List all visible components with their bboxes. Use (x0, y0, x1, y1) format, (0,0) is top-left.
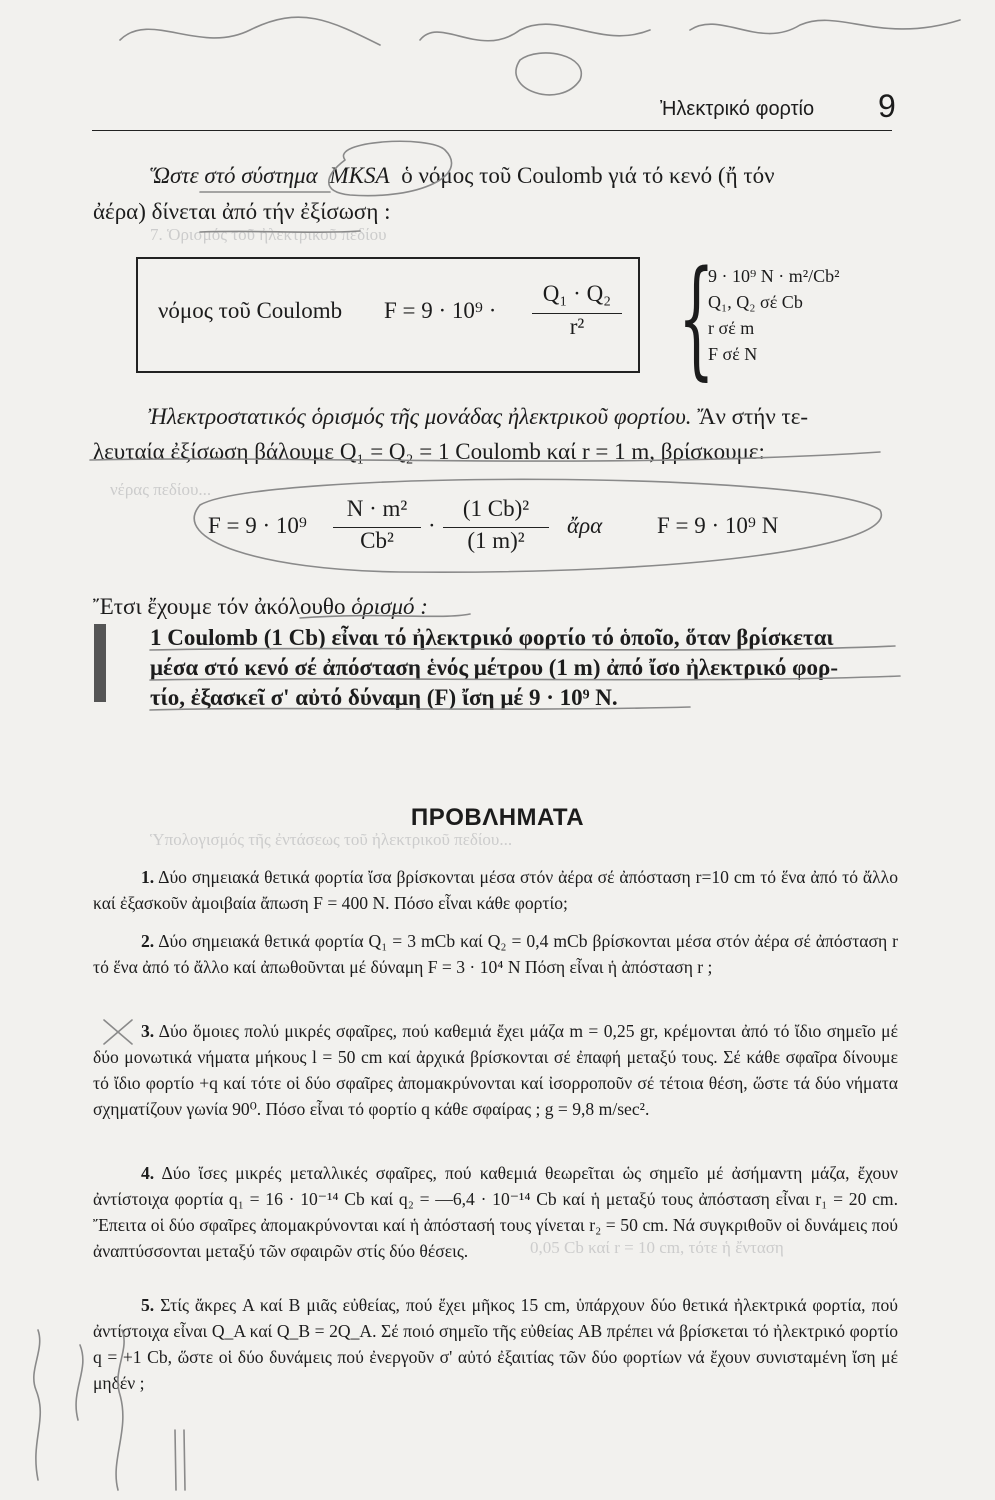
formula-lhs: F = 9 · 10⁹ · (384, 298, 497, 323)
problem-text: Δύο ἴσες μικρές μεταλλικές σφαῖρες, πού καθεμιά θεωρεῖται ὡς σημεῖο μέ ἀσήμαντη μάζα, ἔχουν ἀντίστοιχα φορτία q₁ = 16 · 10⁻¹⁴ Cb καί q₂ = —6,4 · 10⁻¹⁴ Cb καί ἡ μεταξύ τους ἀπόσταση εἶναι r₁ = 20 cm. Ἔπειτα οἱ δύο σφαῖρες ἀπομακρύνονται καί ἡ ἀπόστασή τους γίνεται r₂ = 50 cm. Νά συγκριθοῦν οἱ δυνάμεις πού ἀναπτύσσονται μεταξύ τῶν σφαιρῶν στίς δύο θέσεις. (93, 1163, 898, 1261)
formula-denominator: r² (569, 314, 585, 339)
intro-rest: ὁ νόμος τοῦ Coulomb γιά τό κενό (ἤ τόν (401, 163, 775, 188)
formula-numerator: Q₁ · Q₂ (542, 281, 612, 306)
unit-distance: r σέ m (708, 318, 755, 338)
unit-constant: 9 · 10⁹ N · m²/Cb² (708, 266, 840, 286)
definition-intro-line-2: λευταία ἐξίσωση βάλουμε Q₁ = Q₂ = 1 Coulomb καί r = 1 m, βρίσκουμε: (93, 439, 765, 464)
units-brace: { (678, 244, 715, 393)
problem-number: 3. (141, 1021, 155, 1041)
mksa-circle (329, 141, 452, 195)
margin-note-lines (175, 1430, 185, 1490)
margin-note-3 (116, 1330, 124, 1490)
calc-lhs: F = 9 · 10⁹ (208, 513, 307, 538)
scribble-top-left (120, 17, 380, 45)
definition-lead-text: Ἔτσι ἔχουμε τόν ἀκόλουθο (93, 594, 346, 619)
intro-underline-2 (200, 231, 360, 232)
problem-number: 2. (141, 931, 155, 951)
calc-frac1-num: N · m² (346, 496, 408, 521)
mksa-term: MKSA (329, 163, 390, 188)
definition-underline-2 (150, 646, 895, 650)
calc-frac2-num: (1 Cb)² (462, 496, 530, 521)
scribble-top-center (420, 24, 650, 41)
problem-text: Στίς ἄκρες A καί B μιᾶς εὐθείας, πού ἔχει μῆκος 15 cm, ὑπάρχουν δύο θετικά ἠλεκτρικά φορτία, πού ἀντίστοιχα εἶναι Q_A καί Q_B = 2Q_A. Σέ ποιό σημεῖο τῆς εὐθείας AB πρέπει νά βρίσκεται τό ἠλεκτρικό φορτίο q = +1 Cb, ὥστε οἱ δύο δυνάμεις πού ἐνεργοῦν σ' αὐτό ἐξαιτίας τῶν δύο φορτίων νά ἔχουν συνισταμένη ἴση μέ μηδέν ; (93, 1295, 898, 1393)
definition-lead-underline (300, 614, 470, 618)
definition-underline-4 (150, 707, 690, 710)
definition-line-1: 1 Coulomb (1 Cb) εἶναι τό ἠλεκτρικό φορτίο τό ὁποῖο, ὅταν βρίσκεται (150, 625, 834, 650)
margin-note-2 (76, 1345, 83, 1420)
bleed-through-text: νέρας πεδίου... (110, 480, 212, 499)
definition-underline-3 (150, 676, 900, 680)
bleed-through-text: 0,05 Cb καί r = 10 cm, τότε ἡ ἔνταση (530, 1238, 784, 1257)
definition-intro-italic: Ἠλεκτροστατικός ὁρισμός τῆς μονάδας ἠλεκτρικοῦ φορτίου. (148, 404, 692, 429)
problem-text: Δύο ὅμοιες πολύ μικρές σφαῖρες, πού καθεμιά ἔχει μάζα m = 0,25 gr, κρέμονται ἀπό τό ἴδιο σημεῖο μέ δύο μονωτικά νήματα μήκους l = 50 cm καί ἀρχικά βρίσκονται σέ ἐπαφή μεταξύ τους. Σέ κάθε σφαῖρα δίνουμε τό ἴδιο φορτίο +q καί τότε οἱ δύο σφαῖρες ἀπομακρύνονται καί ἰσορροποῦν σέ τέτοια θέση, ὥστε τά δύο νήματα σχηματίζουν γωνία 90⁰. Πόσο εἶναι τό φορτίο q κάθε σφαίρας ; g = 9,8 m/sec². (93, 1021, 898, 1119)
problem-text: Δύο σημειακά θετικά φορτία Q₁ = 3 mCb καί Q₂ = 0,4 mCb βρίσκονται μέσα στόν ἀέρα σέ ἀπόσταση r τό ἕνα ἀπό τό ἄλλο καί ἀπωθοῦνται μέ δύναμη F = 3 · 10⁴ N Πόση εἶναι ἡ ἀπόσταση r ; (93, 931, 898, 977)
problem-number: 5. (141, 1295, 155, 1315)
unit-charges: Q₁, Q₂ σέ Cb (708, 292, 803, 312)
definition-intro-rest: Ἄν στήν τε- (697, 404, 809, 429)
unit-force: F σέ N (708, 344, 758, 364)
bleed-through-text: 7. Ὁρισμός τοῦ ἠλεκτρικοῦ πεδίου (150, 225, 387, 244)
page-number: 9 (878, 88, 896, 124)
problem-text: Δύο σημειακά θετικά φορτία ἴσα βρίσκονται μέσα στόν ἀέρα σέ ἀπόσταση r=10 cm τό ἕνα ἀπό τό ἄλλο καί ἐξασκοῦν ἀμοιβαία ἄπωση F = 400 N. Πόσο εἶναι κάθε φορτίο; (93, 867, 898, 913)
margin-note-1 (34, 1330, 40, 1480)
calc-dot: · (428, 513, 436, 538)
definition-lead-italic: ὁρισμό : (351, 594, 428, 619)
problem-number: 4. (141, 1163, 155, 1183)
definition-underline (90, 452, 880, 461)
scribble-circle (516, 53, 581, 95)
problem-number: 1. (141, 867, 155, 887)
calc-frac1-den: Cb² (360, 528, 394, 553)
bleed-through-text: Ὑπολογισμός τῆς ἐντάσεως τοῦ ἠλεκτρικοῦ πεδίου... (150, 830, 513, 849)
definition-line-2: μέσα στό κενό σέ ἀπόσταση ἑνός μέτρου (1 m) ἀπό ἴσο ἠλεκτρικό φορ- (150, 655, 838, 680)
scribble-top-right (690, 20, 960, 34)
definition-line-3: τίο, ἐξασκεῖ σ' αὐτό δύναμη (F) ἴση μέ 9 · 10⁹ N. (150, 685, 618, 710)
calc-ara: ἄρα (567, 513, 603, 538)
calc-result: F = 9 · 10⁹ N (657, 513, 779, 538)
calc-frac2-den: (1 m)² (467, 528, 525, 553)
calc-ellipse (194, 479, 881, 572)
intro-italic-lead: Ὥστε στό σύστημα (150, 163, 318, 188)
running-header-title: Ἠλεκτρικό φορτίο (660, 98, 815, 120)
formula-label: νόμος τοῦ Coulomb (158, 298, 343, 323)
intro-line-2: ἀέρα) δίνεται ἀπό τήν ἐξίσωση : (93, 199, 391, 224)
problems-heading: ΠΡΟΒΛΗΜΑΤΑ (410, 804, 585, 831)
